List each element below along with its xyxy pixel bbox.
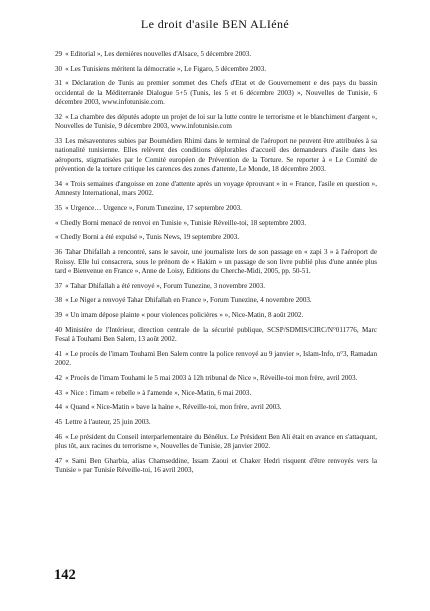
endnote-text: « Trois semaines d'angoisse en zone d'attente après un voyage éprouvant » in « France, l'asile en question », Amnesty International, mars 2002.	[55, 179, 377, 198]
endnote-number: 44	[55, 403, 63, 412]
endnote-text: « Déclaration de Tunis au premier sommet des Chefs d'Etat et de Gouvernement e des pays du bassin occidental de la Méditerranée Dialogue 5+5 (Tunis, les 5 et 6 décembre 2003) », Nouvelles de Tunisie, 6 décembre 2003, www.infotunisie.com.	[55, 79, 377, 107]
endnote-text: Tahar Dhifallah a rencontré, sans le savoir, une journaliste lors de son passage en « zapi 3 » à l'aéroport de Roissy. Elle lui consacrera, sous le prénom de « Hakim » un passage de son livre publié plus d'une année plus tard « Bienvenue en France », Anne de Loisy, Editions du Cherche-Midi, 2005, pp. 50-51.	[55, 248, 377, 275]
endnote	[55, 50, 377, 59]
endnote-text: « Un imam dépose plainte « pour violences policières » », Nice-Matin, 8 août 2002.	[65, 311, 304, 320]
endnote	[55, 350, 377, 369]
running-head-title: Le droit d'asile BEN ALIéné	[140, 17, 290, 31]
endnote	[55, 204, 377, 213]
endnote-text: Ministère de l'Intérieur, direction centrale de la sécurité publique, SCSP/SDMIS/CIRC/N°011776, Marc Fesal à Touhami Ben Salem, 13 août 2002.	[55, 325, 377, 344]
endnote-number: 31	[55, 79, 63, 88]
endnote-text: « Les Tunisiens méritent la démocratie », Le Figaro, 5 décembre 2003.	[65, 64, 267, 73]
endnote	[55, 457, 377, 476]
endnote	[55, 311, 377, 320]
endnote-text: « Chedly Borni a été expulsé », Tunis News, 19 septembre 2003.	[55, 233, 240, 242]
endnote-text: « Sami Ben Gharbia, alias Chamseddine, Issam Zaoui et Chaker Hedri risquent d'être renvoyés vers la Tunisie » par Tunisie Réveille-toi, 16 avril 2003,	[55, 456, 377, 475]
endnote	[55, 282, 377, 291]
endnote	[55, 113, 377, 132]
endnote-text: « Nice : l'imam « rebelle » à l'amende », Nice-Matin, 6 mai 2003.	[65, 388, 252, 397]
endnote-number: 42	[55, 374, 63, 383]
endnote	[55, 248, 377, 276]
endnote	[55, 233, 377, 242]
endnote-number: 35	[55, 204, 63, 213]
endnote-text: « Quand « Nice-Matin » bave la haine », Réveille-toi, mon frère, avril 2003.	[65, 403, 282, 412]
endnote-text: « Le procès de l'imam Touhami Ben Salem contre la police renvoyé au 9 janvier », Islam-Info, n°3, Ramadan 2002.	[55, 349, 377, 368]
endnote-number: 37	[55, 281, 63, 290]
endnote-text: « La chambre des députés adopte un projet de loi sur la lutte contre le terrorisme et le blanchiment d'argent », Nouvelles de Tunisie, 9 décembre 2003, www.infotunisie.com	[55, 112, 377, 131]
endnote	[55, 137, 377, 175]
endnote	[55, 65, 377, 74]
endnote	[55, 180, 377, 199]
endnote-text: « Chedly Borni menacé de renvoi en Tunisie », Tunisie Réveille-toi, 18 septembre 2003.	[55, 218, 307, 227]
endnote-number: 32	[55, 112, 63, 121]
endnote	[55, 403, 377, 412]
endnote	[55, 326, 377, 345]
endnote-number: 30	[55, 64, 63, 73]
endnote-text: « Le Niger a renvoyé Tahar Dhifallah en France », Forum Tunezine, 4 novembre 2003.	[65, 296, 312, 305]
endnote	[55, 79, 377, 107]
endnote-number: 43	[55, 388, 63, 397]
endnote-number: 46	[55, 432, 63, 441]
endnote	[55, 433, 377, 452]
endnote-number: 33	[55, 137, 63, 146]
endnotes-list	[55, 50, 377, 481]
endnote	[55, 418, 377, 427]
endnote-number: 38	[55, 296, 63, 305]
endnote-text: « Procès de l'imam Touhami le 5 mai 2003 à 12h tribunal de Nice », Réveille-toi mon frère, avril 2003.	[65, 374, 358, 383]
endnote	[55, 296, 377, 305]
endnote-number: 40	[55, 325, 63, 334]
endnote	[55, 374, 377, 383]
endnote-text: « Tahar Dhifallah a été renvoyé », Forum Tunezine, 3 novembre 2003.	[65, 281, 266, 290]
endnote-text: « Editorial », Les dernières nouvelles d'Alsace, 5 décembre 2003.	[65, 50, 252, 58]
endnote-number: 45	[55, 418, 63, 427]
endnote-number: 41	[55, 349, 63, 358]
endnote-text: Lettre à l'auteur, 25 juin 2003.	[65, 418, 151, 427]
endnote	[55, 389, 377, 398]
endnote-number: 36	[55, 248, 63, 257]
endnote-number: 29	[55, 50, 63, 58]
endnote-text: Les mésaventures subies par Boumédien Rhimi dans le terminal de l'aéroport ne peuvent être attribuées à sa nationalité tunisienne. Elles relèvent des conditions déplorables d'accueil des demandeurs d'asile dans les aéroports, stigmatisées par le Comité européen de Prévention de la Torture. Se reporter à « Le Comité de prévention de la torture critique les carences des zones d'attente, Le Monde, 18 décembre 2003.	[55, 137, 377, 174]
page-number: 142	[54, 567, 76, 583]
endnote	[55, 219, 377, 228]
endnote-number: 34	[55, 179, 63, 188]
endnote-text: « Urgence… Urgence », Forum Tunezine, 17 septembre 2003.	[65, 204, 242, 213]
endnote-number: 39	[55, 311, 63, 320]
endnote-text: « Le président du Conseil interparlementaire du Bénélux. Le Président Ben Ali était en avance en s'attaquant, plus tôt, aux racines du terrorisme », Nouvelles de Tunisie, 28 janvier 2002.	[55, 432, 377, 451]
endnote-number: 47	[55, 456, 63, 465]
